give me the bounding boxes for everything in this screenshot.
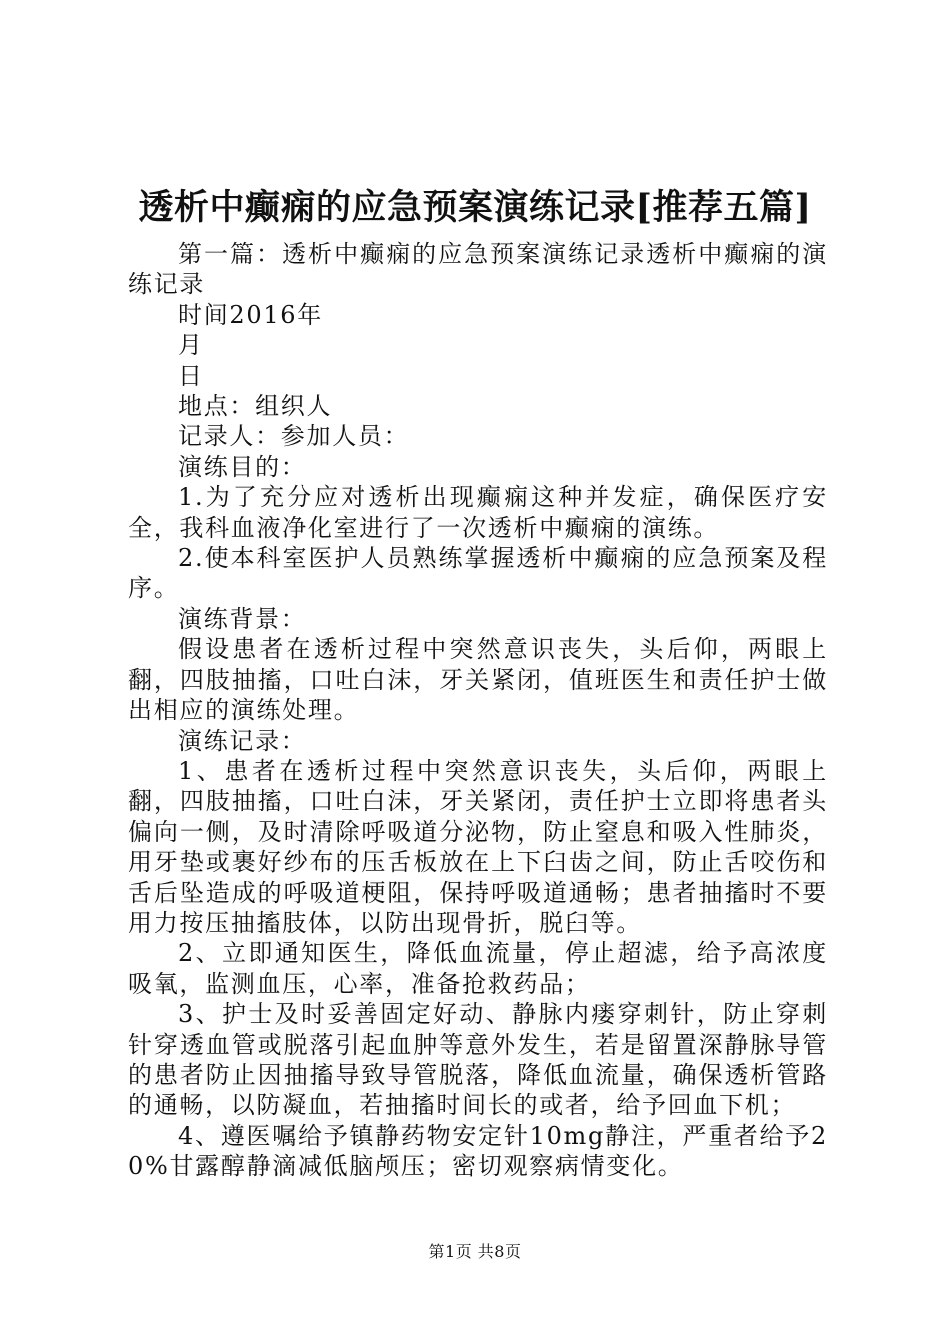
page-footer: 第1页 共8页 [428, 1242, 522, 1261]
paragraph-month: 月 [178, 331, 204, 360]
paragraph-background: 假设患者在透析过程中突然意识丧失，头后仰，两眼上翻，四肢抽搐，口吐白沫，牙关紧闭，值班医生和责任护士做出相应的演练处理。 [128, 635, 828, 725]
paragraph-record-heading: 演练记录： [178, 726, 307, 755]
paragraph-time: 时间2016年 [178, 300, 323, 329]
paragraph-background-heading: 演练背景： [178, 604, 307, 633]
paragraph-day: 日 [178, 361, 204, 390]
document-body [128, 239, 828, 1182]
paragraph-purpose-1: 1.为了充分应对透析出现癫痫这种并发症，确保医疗安全，我科血液净化室进行了一次透析中癫痫的演练。 [128, 483, 828, 542]
paragraph-record-4: 4、遵医嘱给予镇静药物安定针10mg静注，严重者给予20%甘露醇静滴减低脑颅压；密切观察病情变化。 [128, 1121, 828, 1181]
document-title: 透析中癫痫的应急预案演练记录[推荐五篇] [138, 187, 812, 228]
paragraph-record-3: 3、护士及时妥善固定好动、静脉内瘘穿刺针，防止穿刺针穿透血管或脱落引起血肿等意外发生，若是留置深静脉导管的患者防止因抽搐导致导管脱落，降低血流量，确保透析管路的通畅，以防凝血，若抽搐时间长的或者，给予回血下机； [128, 1000, 828, 1120]
paragraph-location: 地点：组织人 [178, 392, 333, 421]
paragraph-section-heading: 第一篇：透析中癫痫的应急预案演练记录透析中癫痫的演练记录 [128, 240, 828, 299]
paragraph-record-1: 1、患者在透析过程中突然意识丧失，头后仰，两眼上翻，四肢抽搐，口吐白沫，牙关紧闭，责任护士立即将患者头偏向一侧，及时清除呼吸道分泌物，防止窒息和吸入性肺炎，用牙垫或裹好纱布的压舌板放在上下臼齿之间，防止舌咬伤和舌后坠造成的呼吸道梗阻，保持呼吸道通畅；患者抽搐时不要用力按压抽搐肢体，以防出现骨折，脱臼等。 [128, 756, 828, 937]
paragraph-recorder: 记录人：参加人员： [178, 422, 410, 451]
paragraph-purpose-2: 2.使本科室医护人员熟练掌握透析中癫痫的应急预案及程序。 [128, 544, 828, 603]
paragraph-record-2: 2、立即通知医生，降低血流量，停止超滤，给予高浓度吸氧，监测血压，心率，准备抢救药品； [128, 939, 828, 998]
paragraph-purpose-heading: 演练目的： [178, 452, 307, 481]
